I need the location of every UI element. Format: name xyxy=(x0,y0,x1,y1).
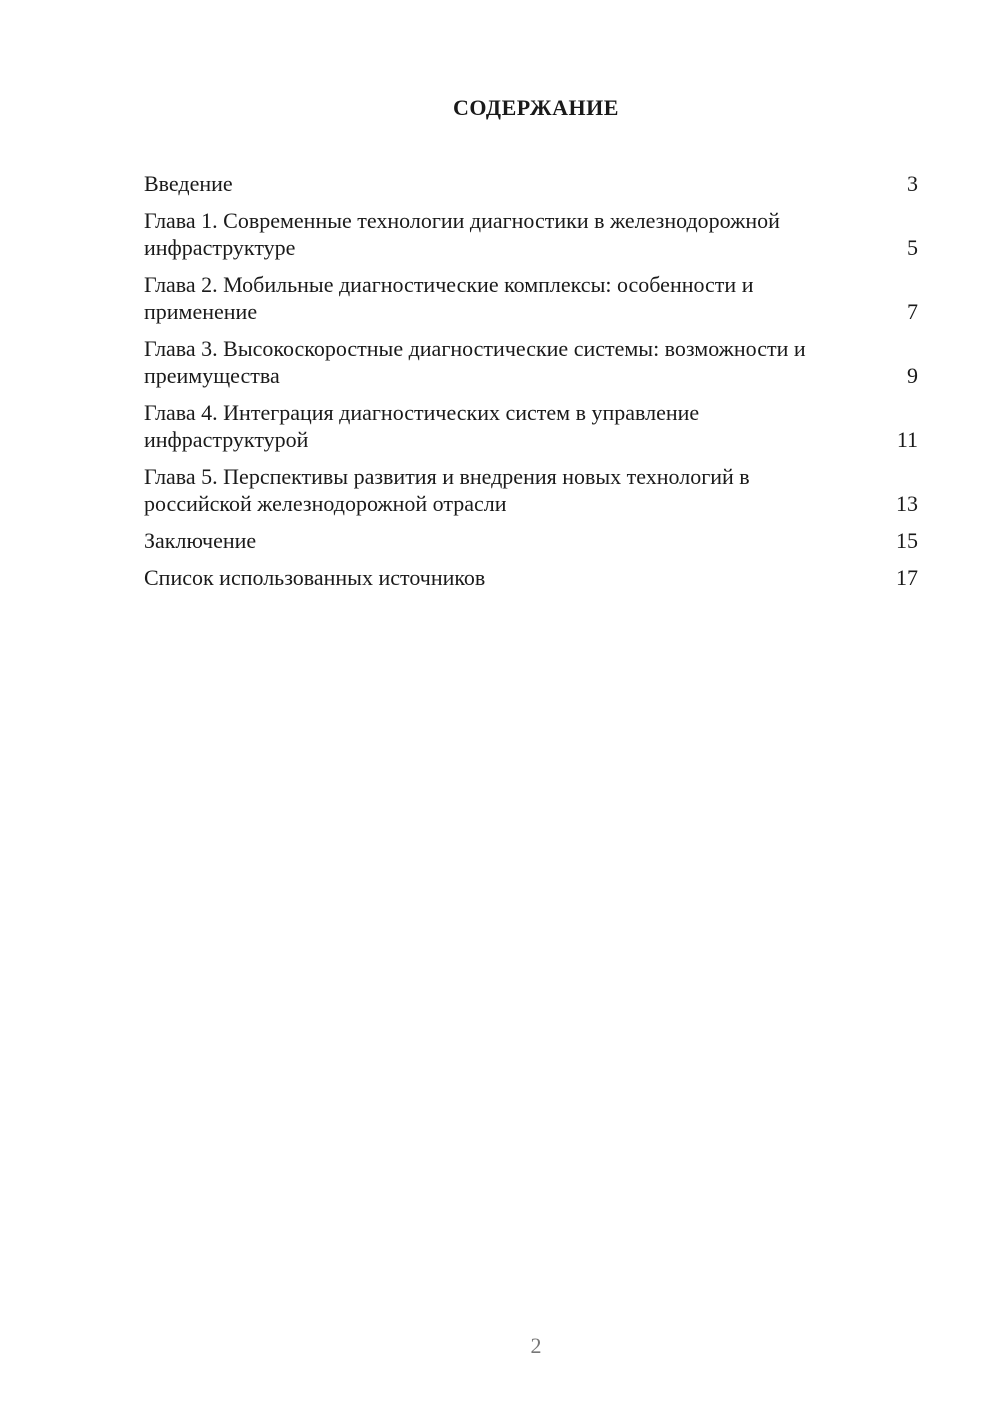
toc-entry-page: 7 xyxy=(907,299,918,324)
toc-entry-text: Заключение xyxy=(144,528,257,553)
page-title: СОДЕРЖАНИЕ xyxy=(453,95,619,120)
toc-entry-text: Глава 3. Высокоскоростные диагностические системы: возможности и преимущества xyxy=(144,336,806,388)
toc-entry-page: 17 xyxy=(896,565,918,590)
toc-entry-chapter-3[interactable] xyxy=(144,335,918,389)
toc-entry-chapter-1[interactable] xyxy=(144,207,918,261)
toc-entry-chapter-2[interactable] xyxy=(144,271,918,325)
table-of-contents xyxy=(144,170,918,601)
toc-entry-page: 15 xyxy=(896,528,918,553)
toc-entry-text: Введение xyxy=(144,171,233,196)
toc-entry-page: 5 xyxy=(907,235,918,260)
toc-entry-page: 13 xyxy=(896,491,918,516)
toc-entry-chapter-4[interactable] xyxy=(144,399,918,453)
toc-entry-text: Список использованных источников xyxy=(144,565,486,590)
page-number: 2 xyxy=(530,1333,542,1358)
toc-entry-chapter-5[interactable] xyxy=(144,463,918,517)
toc-entry-text: Глава 1. Современные технологии диагностики в железнодорожной инфраструктуре xyxy=(144,208,780,260)
toc-entry-references[interactable] xyxy=(144,564,918,591)
toc-entry-text: Глава 4. Интеграция диагностических систем в управление инфраструктурой xyxy=(144,400,700,452)
toc-entry-introduction[interactable] xyxy=(144,170,918,197)
toc-entry-page: 3 xyxy=(907,171,918,196)
toc-entry-conclusion[interactable] xyxy=(144,527,918,554)
toc-entry-text: Глава 5. Перспективы развития и внедрения новых технологий в российской железнодорожной отрасли xyxy=(144,464,750,516)
toc-entry-page: 9 xyxy=(907,363,918,388)
toc-entry-text: Глава 2. Мобильные диагностические комплексы: особенности и применение xyxy=(144,272,754,324)
toc-entry-page: 11 xyxy=(896,427,918,452)
